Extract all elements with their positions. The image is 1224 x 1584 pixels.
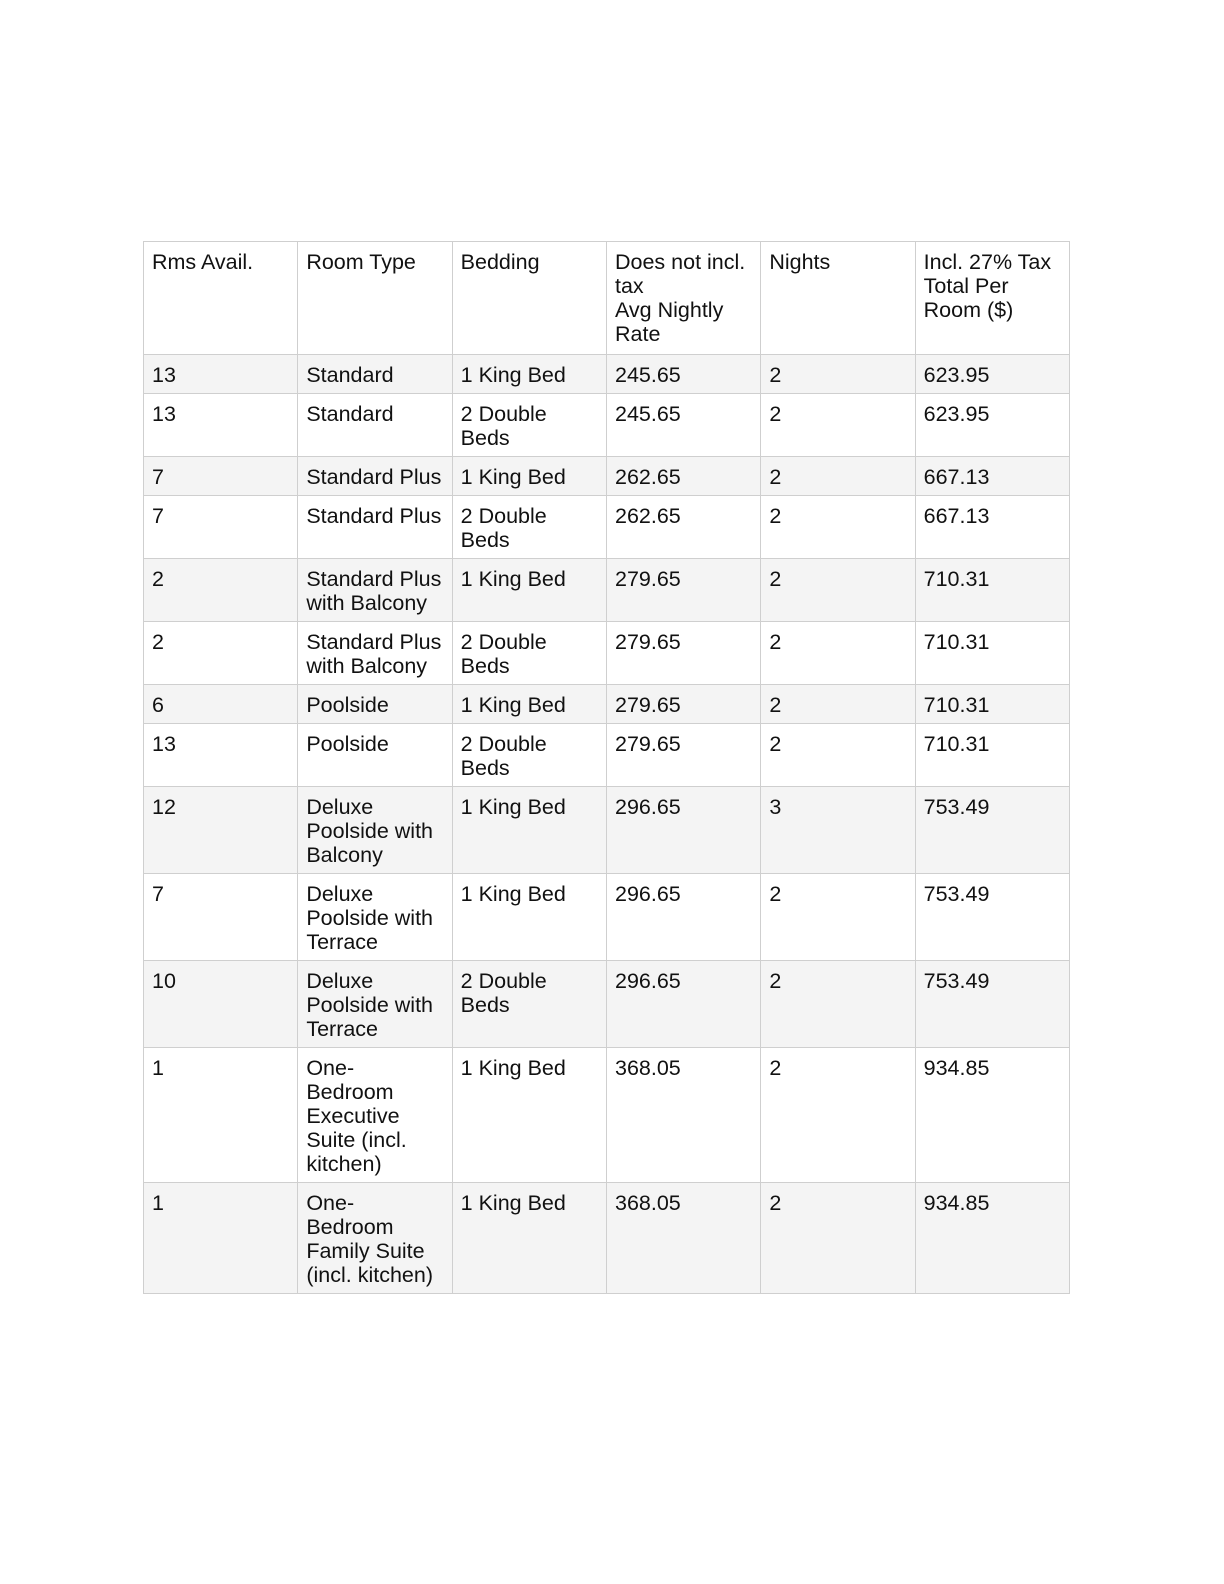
cell-room-type: Standard Plus xyxy=(298,496,452,559)
cell-room-type: Poolside xyxy=(298,685,452,724)
header-text-line: Rate xyxy=(614,322,661,346)
cell-room-type: Standard Plus with Balcony xyxy=(298,559,452,622)
cell-avg-nightly-rate: 245.65 xyxy=(606,394,760,457)
cell-nights: 3 xyxy=(761,787,915,874)
cell-avg-nightly-rate: 279.65 xyxy=(606,559,760,622)
cell-room-type: Deluxe Poolside with Balcony xyxy=(298,787,452,874)
cell-rooms-available: 13 xyxy=(144,724,298,787)
cell-avg-nightly-rate: 296.65 xyxy=(606,874,760,961)
cell-bedding: 2 Double Beds xyxy=(452,496,606,559)
table-row xyxy=(144,1048,1070,1183)
cell-room-type: Standard Plus xyxy=(298,457,452,496)
table-row xyxy=(144,961,1070,1048)
header-nights xyxy=(761,242,915,355)
header-text-line: Bedding xyxy=(460,250,540,274)
cell-nights: 2 xyxy=(761,622,915,685)
header-text-line: Avg Nightly xyxy=(614,298,724,322)
cell-bedding: 1 King Bed xyxy=(452,559,606,622)
cell-total-per-room: 623.95 xyxy=(915,394,1069,457)
header-text-line: Rms Avail. xyxy=(152,250,254,274)
cell-total-per-room: 710.31 xyxy=(915,622,1069,685)
room-rates-table xyxy=(143,241,1070,1294)
cell-bedding: 1 King Bed xyxy=(452,1183,606,1294)
cell-total-per-room: 753.49 xyxy=(915,961,1069,1048)
cell-avg-nightly-rate: 368.05 xyxy=(606,1183,760,1294)
cell-room-type: Standard xyxy=(298,355,452,394)
header-text-line: Room Type xyxy=(306,250,416,274)
cell-room-type: Standard xyxy=(298,394,452,457)
cell-total-per-room: 934.85 xyxy=(915,1183,1069,1294)
cell-nights: 2 xyxy=(761,394,915,457)
table-row xyxy=(144,787,1070,874)
cell-bedding: 2 Double Beds xyxy=(452,394,606,457)
cell-nights: 2 xyxy=(761,685,915,724)
cell-avg-nightly-rate: 279.65 xyxy=(606,622,760,685)
cell-rooms-available: 10 xyxy=(144,961,298,1048)
cell-avg-nightly-rate: 279.65 xyxy=(606,685,760,724)
cell-nights: 2 xyxy=(761,1183,915,1294)
cell-bedding: 1 King Bed xyxy=(452,355,606,394)
cell-total-per-room: 667.13 xyxy=(915,457,1069,496)
cell-avg-nightly-rate: 279.65 xyxy=(606,724,760,787)
cell-nights: 2 xyxy=(761,457,915,496)
cell-bedding: 2 Double Beds xyxy=(452,622,606,685)
cell-rooms-available: 7 xyxy=(144,874,298,961)
cell-total-per-room: 623.95 xyxy=(915,355,1069,394)
cell-room-type: Poolside xyxy=(298,724,452,787)
table-row xyxy=(144,622,1070,685)
cell-total-per-room: 934.85 xyxy=(915,1048,1069,1183)
header-total-per-room xyxy=(915,242,1069,355)
cell-room-type: Deluxe Poolside with Terrace xyxy=(298,874,452,961)
header-row xyxy=(144,242,1070,355)
cell-nights: 2 xyxy=(761,724,915,787)
cell-rooms-available: 12 xyxy=(144,787,298,874)
cell-nights: 2 xyxy=(761,559,915,622)
header-bedding xyxy=(452,242,606,355)
cell-avg-nightly-rate: 296.65 xyxy=(606,961,760,1048)
header-room-type xyxy=(298,242,452,355)
cell-rooms-available: 13 xyxy=(144,394,298,457)
cell-total-per-room: 710.31 xyxy=(915,724,1069,787)
cell-rooms-available: 1 xyxy=(144,1183,298,1294)
cell-rooms-available: 1 xyxy=(144,1048,298,1183)
cell-rooms-available: 6 xyxy=(144,685,298,724)
cell-rooms-available: 7 xyxy=(144,457,298,496)
cell-avg-nightly-rate: 368.05 xyxy=(606,1048,760,1183)
header-text-line: Total Per xyxy=(923,274,1009,298)
header-text-line: Does not incl. xyxy=(614,250,746,274)
cell-total-per-room: 710.31 xyxy=(915,559,1069,622)
header-text-line: Nights xyxy=(769,250,831,274)
cell-bedding: 1 King Bed xyxy=(452,457,606,496)
cell-bedding: 1 King Bed xyxy=(452,874,606,961)
table-row xyxy=(144,685,1070,724)
cell-total-per-room: 710.31 xyxy=(915,685,1069,724)
cell-avg-nightly-rate: 262.65 xyxy=(606,457,760,496)
header-avg-nightly-rate xyxy=(606,242,760,355)
cell-total-per-room: 753.49 xyxy=(915,874,1069,961)
cell-rooms-available: 2 xyxy=(144,559,298,622)
cell-nights: 2 xyxy=(761,961,915,1048)
cell-avg-nightly-rate: 245.65 xyxy=(606,355,760,394)
cell-room-type: Standard Plus with Balcony xyxy=(298,622,452,685)
cell-room-type: One- Bedroom Family Suite (incl. kitchen) xyxy=(298,1183,452,1294)
table-row xyxy=(144,496,1070,559)
cell-nights: 2 xyxy=(761,496,915,559)
header-text-line: Incl. 27% Tax xyxy=(923,250,1052,274)
header-rooms-available xyxy=(144,242,298,355)
header-text-line: tax xyxy=(614,274,644,298)
cell-room-type: Deluxe Poolside with Terrace xyxy=(298,961,452,1048)
table-row xyxy=(144,724,1070,787)
table-row xyxy=(144,874,1070,961)
cell-avg-nightly-rate: 296.65 xyxy=(606,787,760,874)
table-row xyxy=(144,394,1070,457)
cell-rooms-available: 13 xyxy=(144,355,298,394)
cell-rooms-available: 2 xyxy=(144,622,298,685)
table-row xyxy=(144,355,1070,394)
header-text-line: Room ($) xyxy=(923,298,1014,322)
cell-avg-nightly-rate: 262.65 xyxy=(606,496,760,559)
cell-total-per-room: 753.49 xyxy=(915,787,1069,874)
cell-nights: 2 xyxy=(761,1048,915,1183)
table-row xyxy=(144,457,1070,496)
cell-bedding: 1 King Bed xyxy=(452,787,606,874)
cell-nights: 2 xyxy=(761,355,915,394)
table-row xyxy=(144,1183,1070,1294)
table-row xyxy=(144,559,1070,622)
cell-bedding: 2 Double Beds xyxy=(452,961,606,1048)
cell-bedding: 1 King Bed xyxy=(452,685,606,724)
cell-bedding: 2 Double Beds xyxy=(452,724,606,787)
cell-rooms-available: 7 xyxy=(144,496,298,559)
cell-total-per-room: 667.13 xyxy=(915,496,1069,559)
cell-bedding: 1 King Bed xyxy=(452,1048,606,1183)
cell-room-type: One- Bedroom Executive Suite (incl. kitchen) xyxy=(298,1048,452,1183)
cell-nights: 2 xyxy=(761,874,915,961)
